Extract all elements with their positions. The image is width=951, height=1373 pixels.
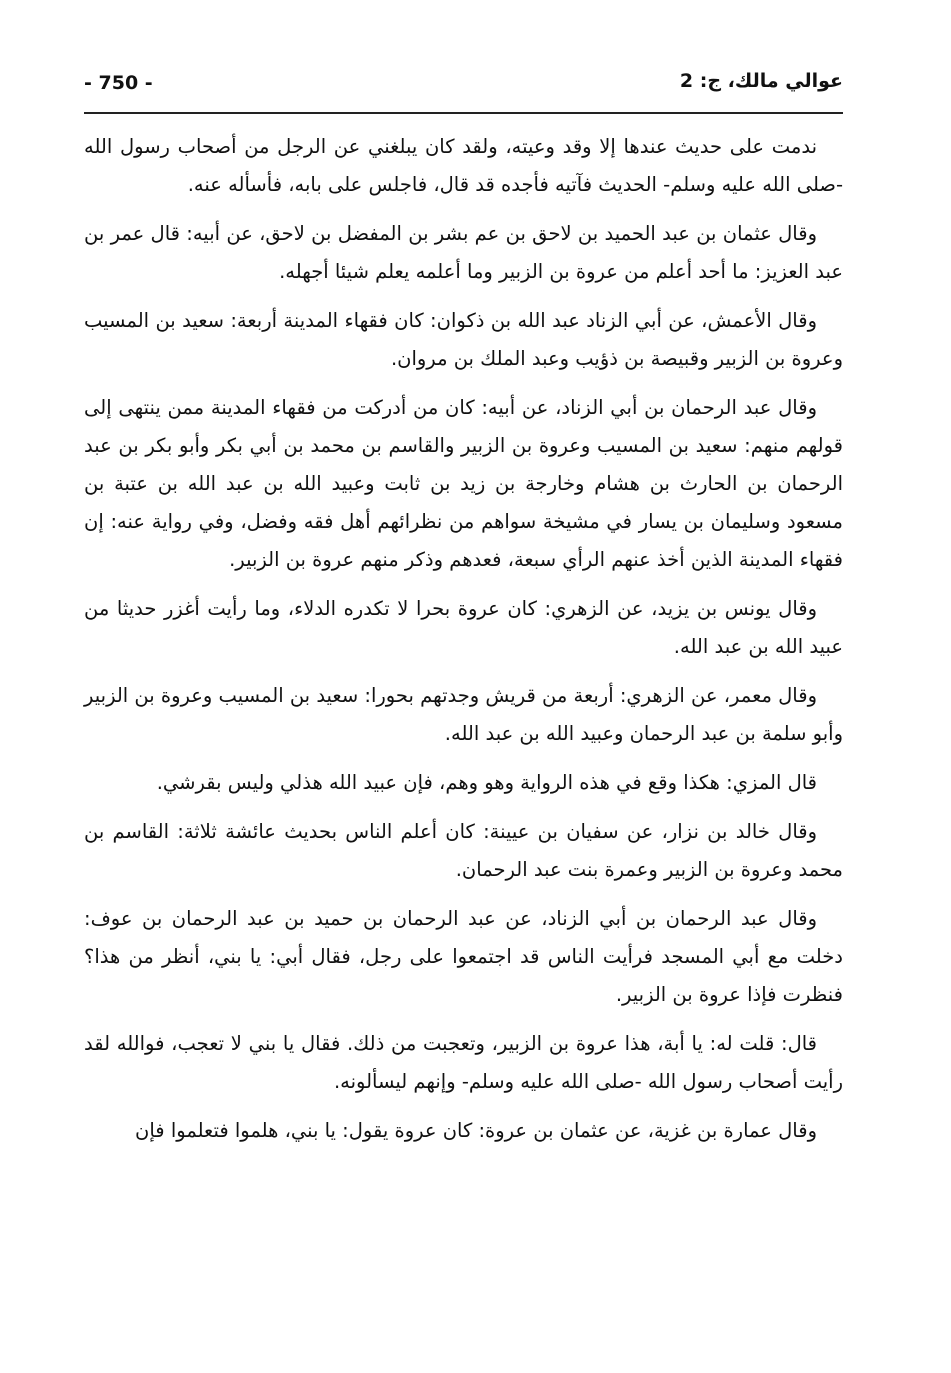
paragraph: قال المزي: هكذا وقع في هذه الرواية وهو وهم، فإن عبيد الله هذلي وليس بقرشي. — [156, 771, 817, 794]
running-title: عوالي مالك، ج: 2 — [679, 70, 843, 92]
page-body — [84, 128, 843, 1161]
paragraph: وقال معمر، عن الزهري: أربعة من قريش وجدتهم بحورا: سعيد بن المسيب وعروة بن الزبير وأبو سلمة بن عبد الرحمان وعبيد الله بن عبد الله. — [84, 684, 843, 745]
page-number: - 750 - — [84, 72, 153, 94]
paragraph: وقال الأعمش، عن أبي الزناد عبد الله بن ذكوان: كان فقهاء المدينة أربعة: سعيد بن المسيب وعروة بن الزبير وقبيصة بن ذؤيب وعبد الملك بن مروان. — [84, 309, 843, 370]
paragraph: وقال عثمان بن عبد الحميد بن لاحق بن عم بشر بن المفضل بن لاحق، عن أبيه: قال عمر بن عبد العزيز: ما أحد أعلم من عروة بن الزبير وما أعلمه يعلم شيئا أجهله. — [84, 222, 843, 283]
page-header — [84, 68, 843, 104]
paragraph: وقال عمارة بن غزية، عن عثمان بن عروة: كان عروة يقول: يا بني، هلموا فتعلموا فإن — [135, 1119, 817, 1142]
paragraph: وقال عبد الرحمان بن أبي الزناد، عن عبد الرحمان بن حميد بن عبد الرحمان بن عوف: دخلت مع أبي المسجد فرأيت الناس قد اجتمعوا على رجل، فقال أبي: يا بني، أنظر من هذا؟ فنظرت فإذا عروة بن الزبير. — [84, 907, 843, 1006]
paragraph: وقال يونس بن يزيد، عن الزهري: كان عروة بحرا لا تكدره الدلاء، وما رأيت أغزر حديثا من عبيد الله بن عبد الله. — [84, 597, 843, 658]
paragraph: قال: قلت له: يا أبة، هذا عروة بن الزبير، وتعجبت من ذلك. فقال يا بني لا تعجب، فوالله لقد رأيت أصحاب رسول الله -صلى الله عليه وسلم- وإنهم ليسألونه. — [84, 1032, 843, 1093]
paragraph: وقال عبد الرحمان بن أبي الزناد، عن أبيه: كان من أدركت من فقهاء المدينة ممن ينتهى إلى قولهم منهم: سعيد بن المسيب وعروة بن الزبير والقاسم بن محمد بن أبي بكر وأبو بكر بن عبد الرحمان بن الحارث بن هشام وخارجة بن زيد بن ثابت وعبيد الله بن عبد الله بن عتبة بن مسعود وسليمان بن يسار في مشيخة سواهم من نظرائهم أهل فقه وفضل، وفي رواية عنه: إن فقهاء المدينة الذين أخذ عنهم الرأي سبعة، فعدهم وذكر منهم عروة بن الزبير. — [84, 396, 843, 571]
paragraph: ندمت على حديث عندها إلا وقد وعيته، ولقد كان يبلغني عن الرجل من أصحاب رسول الله -صلى الله عليه وسلم- الحديث فآتيه فأجده قد قال، فاجلس على بابه، فأسأله عنه. — [84, 135, 843, 196]
header-divider — [84, 112, 843, 114]
paragraph: وقال خالد بن نزار، عن سفيان بن عيينة: كان أعلم الناس بحديث عائشة ثلاثة: القاسم بن محمد وعروة بن الزبير وعمرة بنت عبد الرحمان. — [84, 820, 843, 881]
